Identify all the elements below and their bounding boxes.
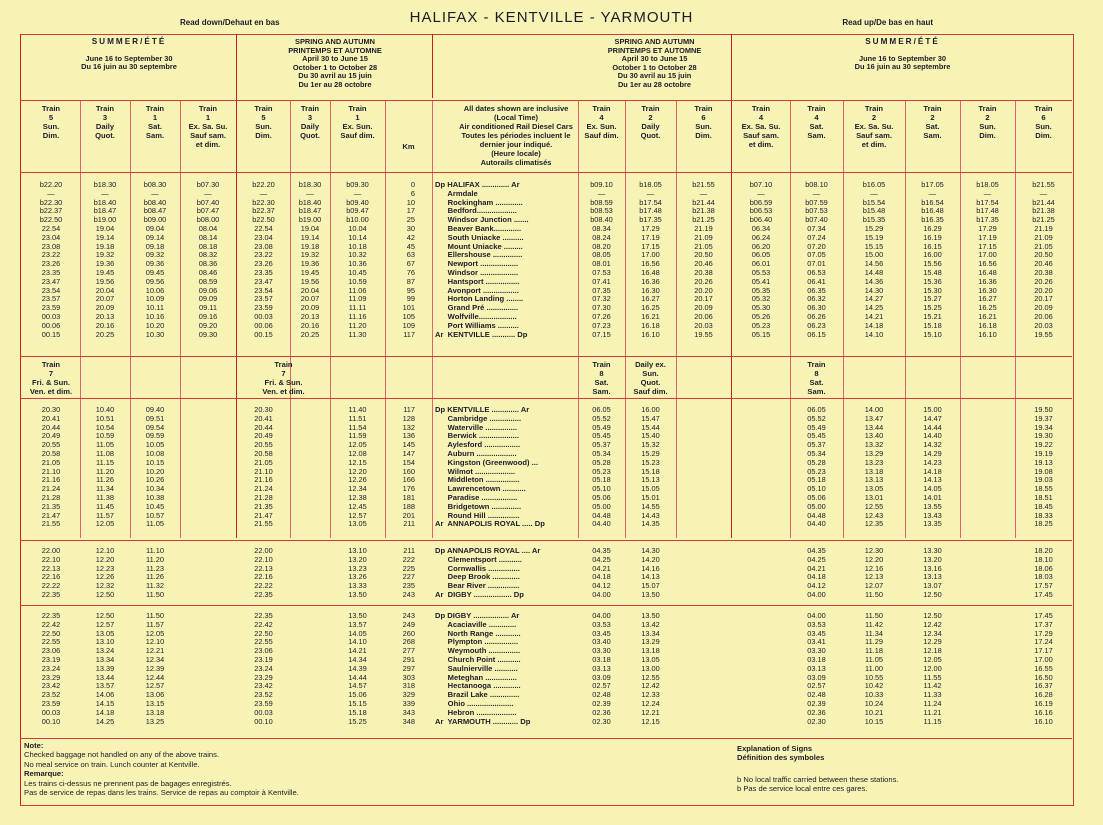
season-right-spring: SPRING AND AUTUMN PRINTEMPS ET AUTOMNE April 30 to June 15 October 1 to October 28 Du 30 avril au 15 juin Du 1er au 28 octobre (607, 37, 702, 89)
col-header-n2: Train 2 Daily Quot. (640, 104, 661, 140)
sec3-col-l2: 12.10 12.20 12.23 12.26 12.32 12.50 (95, 546, 115, 599)
sec2-col-r6: 19.50 19.37 19.34 19.30 19.22 19.19 19.13 19.08 19.03 18.55 18.51 18.45 18.33 18.25 (1034, 405, 1053, 529)
sec2-km: 117 128 132 136 145 147 154 160 166 176 181 188 201 211 (402, 405, 415, 529)
sec1-col-l2: b18.30 — b18.40 b18.47 b19.00 19.04 19.14 19.18 19.32 19.36 19.45 19.56 20.04 20.07 20.09 20.13 20.16 20.25 (93, 180, 117, 339)
sec3-col-r3: 12.30 12.20 12.16 12.13 12.07 11.50 (864, 546, 884, 599)
sec2-col-m2: 11.40 11.51 11.54 11.59 12.05 12.08 12.15 12.20 12.26 12.34 12.38 12.45 12.57 13.05 (348, 405, 367, 529)
rule-sec1 (20, 356, 1072, 357)
sec4-col-l2: 12.50 12.57 13.05 13.10 13.24 13.34 13.39 13.44 13.57 14.06 14.15 14.18 14.25 (95, 611, 115, 726)
col-header-r5: Train 2 Sun. Dim. (978, 104, 997, 140)
sec4-col-r4: 12.50 12.42 12.34 12.29 12.18 12.05 12.00 11.55 11.42 11.33 11.24 11.21 11.15 (923, 611, 942, 726)
sec1-col-l4: b07.30 — b07.40 b07.47 b08.00 08.04 08.14 08.18 08.32 08.36 08.46 08.59 09.06 09.09 09.11 09.16 09.20 09.30 (196, 180, 220, 339)
sec1-col-n1: b09.10 — b08.59 b08.53 b08.40 08.34 08.24 08.20 08.05 08.01 07.53 07.41 07.35 07.32 07.30 07.26 07.23 07.15 (590, 180, 613, 339)
sec2-col-l3: 09.40 09.51 09.54 09.59 10.05 10.08 10.15 10.20 10.26 10.34 10.38 10.45 10.57 11.05 (145, 405, 165, 529)
page-title: HALIFAX - KENTVILLE - YARMOUTH (409, 9, 694, 26)
mid-header-r2: Train 8 Sat. Sam. (807, 360, 826, 396)
read-up-label: Read up/De bas en haut (842, 18, 933, 27)
sec3-col-r6: 18.20 18.10 18.06 18.03 17.57 17.45 (1034, 546, 1053, 599)
rule-header (20, 100, 1072, 101)
col-header-n1: Train 4 Ex. Sun. Sauf dim. (584, 104, 619, 140)
season-left-summer: SUMMER/ÉTÉ June 16 to September 30 Du 16 juin au 30 septembre (81, 37, 177, 72)
page-header (0, 0, 1103, 34)
rule-sec4 (20, 738, 1072, 739)
sec1-col-n3: b21.55 — b21.44 b21.38 b21.25 21.19 21.09 21.05 20.50 20.46 20.38 20.26 20.20 20.17 20.09 20.06 20.03 19.55 (692, 180, 715, 339)
rule-sec2 (20, 540, 1072, 541)
sec4-km: 243 249 260 268 277 291 297 303 318 329 339 343 348 (402, 611, 415, 726)
sec1-col-r4: b17.05 — b16.54 b16.48 b16.35 16.29 16.19 16.15 16.00 15.56 15.48 15.36 15.30 15.27 15.25 15.21 15.18 15.10 (921, 180, 944, 339)
col-header-r4: Train 2 Sat. Sam. (923, 104, 942, 140)
sec1-col-r1: b07.10 — b06.59 b06.53 b06.40 06.34 06.24 06.20 06.05 06.01 05.53 05.41 05.35 05.32 05.30 05.26 05.23 05.15 (749, 180, 773, 339)
sec2-col-r3: 14.00 13.47 13.44 13.40 13.32 13.29 13.23 13.18 13.13 13.05 13.01 12.55 12.43 12.35 (864, 405, 884, 529)
col-header-km: Km (402, 142, 415, 151)
sec2-col-n1: 06.05 05.52 05.49 05.45 05.37 05.34 05.28 05.23 05.18 05.10 05.06 05.00 04.48 04.40 (592, 405, 611, 529)
col-header-l1: Train 5 Sun. Dim. (41, 104, 61, 140)
season-left-spring: SPRING AND AUTUMN PRINTEMPS ET AUTOMNE April 30 to June 15 October 1 to October 28 Du 30 avril au 15 juin Du 1er au 28 octobre (288, 37, 382, 89)
sec2-col-r2: 06.05 05.52 05.49 05.45 05.37 05.34 05.28 05.23 05.18 05.10 05.06 05.00 04.48 04.40 (807, 405, 826, 529)
sec3-col-r2: 04.35 04.25 04.21 04.18 04.12 04.00 (807, 546, 826, 599)
sec1-col-l3: b08.30 — b08.40 b08.47 b09.00 09.04 09.14 09.18 09.32 09.36 09.45 09.56 10.06 10.09 10.11 10.16 10.20 10.30 (143, 180, 167, 339)
sec3-col-l3: 11.10 11.20 11.23 11.26 11.32 11.50 (146, 546, 164, 599)
sec3-col-l1: 22.00 22.10 22.13 22.16 22.22 22.35 (41, 546, 61, 599)
sec4-col-n1: 04.00 03.53 03.45 03.40 03.30 03.18 03.13 03.09 02.57 02.48 02.39 02.36 02.30 (592, 611, 611, 726)
col-header-l2: Train 3 Daily Quot. (95, 104, 115, 140)
sec3-col-m2: 13.10 13.20 13.23 13.26 13.33 13.50 (348, 546, 367, 599)
sec2-col-m1: 20.30 20.41 20.44 20.49 20.55 20.58 21.05 21.10 21.16 21.24 21.28 21.35 21.47 21.55 (254, 405, 273, 529)
sec4-stations: Dp DIGBY ................. Ar Acaciaville ............. North Range ............ Plympton ................ Weymouth ............... Church Point ........... Saulnierville ........... Meteghan ............... Hectanooga ............. Brazil Lake .............. Ohio ...................... Hebron ................... Ar YARMOUTH ............ Dp (435, 611, 531, 726)
mid-header-l1: Train 7 Fri. & Sun. Ven. et dim. (29, 360, 73, 396)
sec1-col-m1: b22.20 — b22.30 b22.37 b22.50 22.54 23.04 23.08 23.22 23.26 23.35 23.47 23.54 23.57 23.59 00.03 00.06 00.15 (252, 180, 275, 339)
sec4-col-l1: 22.35 22.42 22.50 22.55 23.06 23.19 23.24 23.29 23.42 23.52 23.59 00.03 00.10 (41, 611, 61, 726)
col-header-l3: Train 1 Sat. Sam. (145, 104, 165, 140)
sec3-col-r4: 13.30 13.20 13.16 13.13 13.07 12.50 (923, 546, 942, 599)
sec3-col-n2: 14.30 14.20 14.16 14.13 15.07 13.50 (641, 546, 660, 599)
col-header-r3: Train 2 Ex. Sa. Su. Sauf sam. et dim. (854, 104, 894, 149)
frame-left-edge (20, 34, 21, 804)
sec1-col-r3: b16.05 — b15.54 b15.48 b15.35 15.29 15.19 15.15 15.00 14.56 14.48 14.36 14.30 14.27 14.25 14.21 14.18 14.10 (862, 180, 886, 339)
rule-mid (20, 398, 1072, 399)
sec4-col-m2: 13.50 13.57 14.05 14.10 14.21 14.34 14.39 14.44 14.57 15.06 15.15 15.18 15.25 (348, 611, 367, 726)
rule-sec3 (20, 605, 1072, 606)
sec1-km: 0 6 10 17 25 30 42 45 63 67 76 87 95 99 101 105 109 117 (402, 180, 415, 339)
divider-center-left (432, 34, 433, 98)
sec4-col-n2: 13.50 13.42 13.34 13.29 13.18 13.05 13.00 12.55 12.42 12.33 12.24 12.21 12.15 (641, 611, 660, 726)
sec2-col-l2: 10.40 10.51 10.54 10.59 11.05 11.08 11.15 11.20 11.26 11.34 11.38 11.45 11.57 12.05 (95, 405, 115, 529)
center-legend: All dates shown are inclusive (Local Time) Air conditioned Rail Diesel Cars Toutes les périodes incluent le dernier jour indiqué. (Heure locale) Autorails climatisés (459, 104, 573, 167)
sec4-col-r6: 17.45 17.37 17.29 17.24 17.17 17.00 16.55 16.50 16.37 16.28 16.19 16.16 16.10 (1034, 611, 1053, 726)
sec1-col-m2: b18.30 — b18.40 b18.47 b19.00 19.04 19.14 19.18 19.32 19.36 19.45 19.56 20.04 20.07 20.09 20.13 20.16 20.25 (298, 180, 322, 339)
sec4-col-r2: 04.00 03.53 03.45 03.41 03.30 03.18 03.13 03.09 02.57 02.48 02.39 02.36 02.30 (807, 611, 826, 726)
mid-header-n2: Daily ex. Sun. Quot. Sauf dim. (633, 360, 668, 396)
sec3-km: 211 222 225 227 235 243 (402, 546, 415, 599)
sec1-stations: Dp HALIFAX ............. Ar Armdale Rockingham ............. Bedford................... Windsor Junction ....... Beaver Bank............. South Uniacke .......... Mount Uniacke ......... Ellershouse .............. Newport .................. Windsor .................. Hantsport ................ Avonport ................. Horton Landing ........ Grand Pré ............... Wolfville.................. Port Williams .......... Ar KENTVILLE ........... Dp (435, 180, 529, 339)
sec1-col-r5: b18.05 — b17.54 b17.48 b17.35 17.29 17.19 17.15 17.00 16.56 16.48 16.36 16.30 16.27 16.25 16.21 16.18 16.10 (976, 180, 999, 339)
col-header-r6: Train 6 Sun. Dim. (1034, 104, 1053, 140)
sec1-col-l1: b22.20 — b22.30 b22.37 b22.50 22.54 23.04 23.08 23.22 23.26 23.35 23.47 23.54 23.57 23.59 00.03 00.06 00.15 (39, 180, 63, 339)
sec1-col-n2: b18.05 — b17.54 b17.48 b17.35 17.29 17.19 17.15 17.00 16.56 16.48 16.36 16.30 16.27 16.25 16.21 16.18 16.10 (639, 180, 662, 339)
sec4-col-r3: 11.50 11.42 11.34 11.29 11.18 11.05 11.00 10.55 10.42 10.33 10.24 10.21 10.15 (864, 611, 884, 726)
sec1-col-m3: b09.30 — b09.40 b09.47 b10.00 10.04 10.14 10.18 10.32 10.36 10.45 10.59 11.06 11.09 11.11 11.16 11.20 11.30 (346, 180, 369, 339)
mid-header-m1: Train 7 Fri. & Sun. Ven. et dim. (262, 360, 305, 396)
sec1-col-r2: b08.10 — b07.59 b07.53 b07.40 07.34 07.24 07.20 07.05 07.01 06.53 06.41 06.35 06.32 06.30 06.26 06.23 06.15 (805, 180, 828, 339)
signs-legend: Explanation of Signs Définition des symboles b No local traffic carried between these stations. b Pas de service local entre ces gares. (737, 744, 899, 794)
sec3-col-m1: 22.00 22.10 22.13 22.16 22.22 22.35 (254, 546, 273, 599)
sec3-stations: Dp ANNAPOLIS ROYAL .... Ar Clementsport ........... Cornwallis ............... Deep Brook ............. Bear River ............... Ar DIGBY .................. Dp (435, 546, 541, 599)
sec2-col-r4: 15.00 14.47 14.44 14.40 14.32 14.29 14.23 14.18 14.13 14.05 14.01 13.55 13.43 13.35 (923, 405, 942, 529)
col-header-m3: Train 1 Ex. Sun. Sauf dim. (340, 104, 375, 140)
sec4-col-m1: 22.35 22.42 22.50 22.55 23.06 23.19 23.24 23.29 23.42 23.52 23.59 00.03 00.10 (254, 611, 273, 726)
sec2-col-n2: 16.00 15.47 15.44 15.40 15.32 15.29 15.23 15.18 15.13 15.05 15.01 14.55 14.43 14.35 (641, 405, 660, 529)
notes-block: Note: Checked baggage not handled on any of the above trains. No meal service on train. Lunch counter at Kentville. Remarque: Les trains ci-dessus ne prennent pas de bagages enregistrés. Pas de service de repas dans les trains. Service de repas au comptoir à Kentville. (24, 741, 299, 798)
season-right-summer: SUMMER/ÉTÉ June 16 to September 30 Du 16 juin au 30 septembre (854, 37, 951, 72)
rule-colhead (20, 172, 1072, 173)
col-header-m2: Train 3 Daily Quot. (300, 104, 320, 140)
col-header-r2: Train 4 Sat. Sam. (807, 104, 826, 140)
sec1-col-r6: b21.55 — b21.44 b21.38 b21.25 21.19 21.09 21.05 20.50 20.46 20.38 20.26 20.20 20.17 20.09 20.06 20.03 19.55 (1032, 180, 1055, 339)
read-down-label: Read down/Dehaut en bas (180, 18, 280, 27)
sec2-stations: Dp KENTVILLE ............. Ar Cambridge ............... Waterville ............... Berwick ................... Aylesford ................. Auburn ................... Kingston (Greenwood) ... Wilmot ................... Middleton ................ Lawrencetown ........... Paradise ................. Bridgetown .............. Round Hill ............... Ar ANNAPOLIS ROYAL ..... Dp (435, 405, 545, 529)
col-header-n3: Train 6 Sun. Dim. (694, 104, 713, 140)
sec4-col-l3: 11.50 11.57 12.05 12.10 12.21 12.34 12.39 12.44 12.57 13.06 13.15 13.18 13.25 (145, 611, 165, 726)
sec3-col-n1: 04.35 04.25 04.21 04.18 04.12 04.00 (592, 546, 611, 599)
sec2-col-l1: 20.30 20.41 20.44 20.49 20.55 20.58 21.05 21.10 21.16 21.24 21.28 21.35 21.47 21.55 (41, 405, 61, 529)
mid-header-n1: Train 8 Sat. Sam. (592, 360, 611, 396)
col-header-l4: Train 1 Ex. Sa. Su. Sauf sam. et dim. (188, 104, 228, 149)
col-header-m1: Train 5 Sun. Dim. (254, 104, 273, 140)
col-header-r1: Train 4 Ex. Sa. Su. Sauf sam. et dim. (741, 104, 781, 149)
